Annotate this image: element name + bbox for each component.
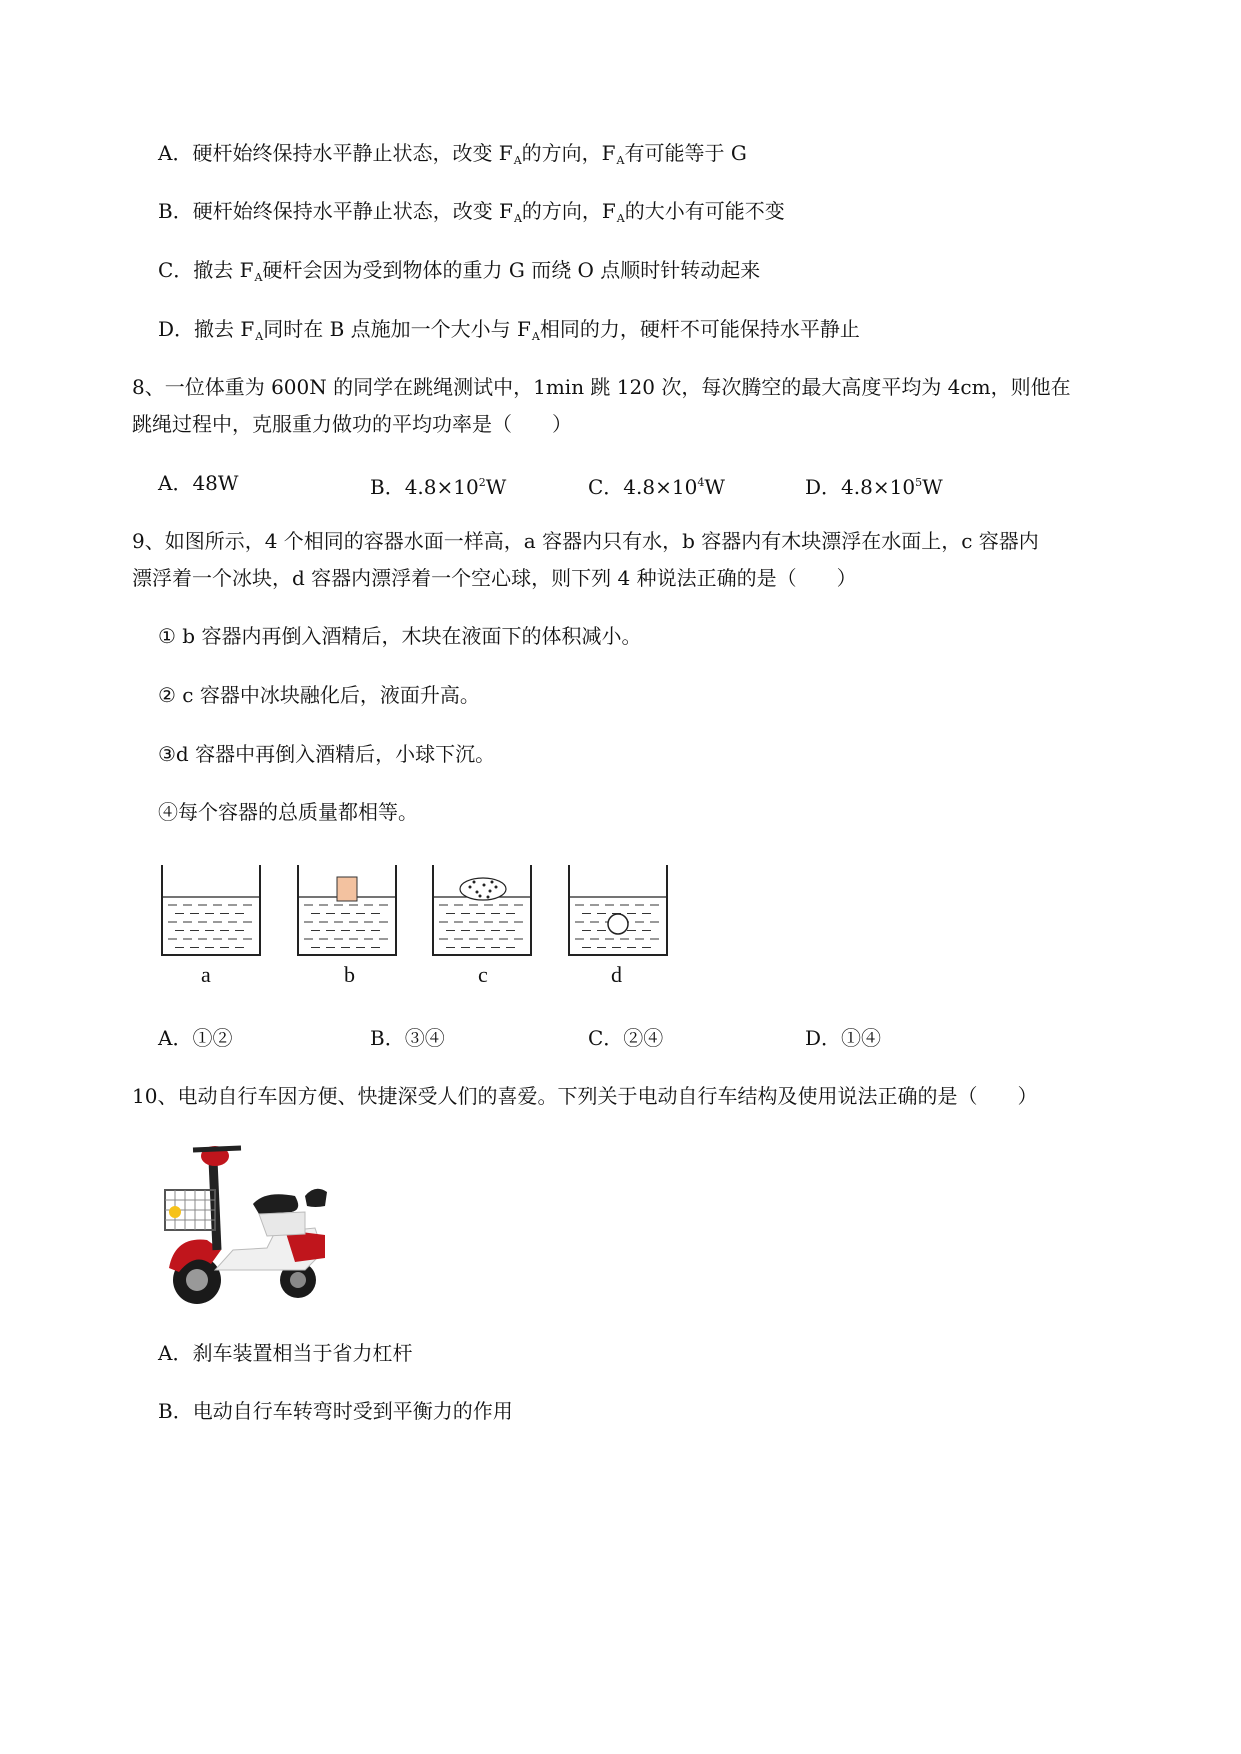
ice-dot (491, 881, 494, 884)
q7-option-d (158, 315, 860, 351)
q7-option-b-sub-2: A (616, 212, 625, 225)
q9-stem-line-1: 9、如图所示，4 个相同的容器水面一样高，a 容器内只有水，b 容器内有木块漂浮在水面上，c 容器内 (132, 529, 1039, 553)
q10-option-b: B．电动自行车转弯时受到平衡力的作用 (158, 1399, 513, 1423)
q9-statement-2: ② c 容器中冰块融化后，液面升高。 (158, 683, 480, 707)
ice-dot (469, 886, 472, 889)
container-d (569, 865, 667, 955)
q7-option-d-text-3: 相同的力，硬杆不可能保持水平静止 (539, 317, 860, 341)
q7-option-c-sub-1: A (254, 271, 263, 284)
q10-stem: 10、电动自行车因方便、快捷深受人们的喜爱。下列关于电动自行车结构及使用说法正确的是（ ） (132, 1084, 1038, 1108)
hollow-ball (608, 914, 628, 934)
q7-option-b (158, 197, 785, 233)
q7-option-a-text-2: 的方向，F (521, 141, 616, 165)
q8-option-d-unit: W (922, 475, 943, 499)
q7-option-c-text-1: C．撤去 F (158, 258, 254, 282)
q7-option-d-sub-1: A (255, 330, 264, 343)
containers-figure (150, 855, 690, 965)
q7-option-a-sub-2: A (616, 154, 625, 167)
q8-option-b-text: B．4.8×10 (370, 475, 479, 499)
container-label-a: a (201, 962, 211, 987)
handlebar (193, 1148, 241, 1150)
q9-statement-4: ④每个容器的总质量都相等。 (158, 800, 418, 824)
ice-dot (489, 890, 492, 893)
q7-option-a-sub-1: A (513, 154, 522, 167)
q7-option-a-text-3: 有可能等于 G (624, 141, 747, 165)
q8-option-c (588, 469, 725, 501)
container-label-d: d (611, 962, 622, 987)
rear-hub (290, 1272, 306, 1288)
q7-option-c-text-2: 硬杆会因为受到物体的重力 G 而绕 O 点顺时针转动起来 (262, 258, 761, 282)
wooden-block (337, 877, 357, 901)
q8-option-b (370, 469, 506, 501)
electric-scooter-image (155, 1140, 335, 1310)
q8-option-c-unit: W (704, 475, 725, 499)
q9-option-b: B．③④ (370, 1026, 445, 1050)
ice-dot (487, 896, 490, 899)
q7-option-d-sub-2: A (531, 330, 540, 343)
ice-dot (479, 895, 482, 898)
q9-option-a: A．①② (158, 1026, 233, 1050)
q9-option-c: C．②④ (588, 1026, 664, 1050)
container-label-c: c (478, 962, 488, 987)
seat (253, 1194, 298, 1214)
ice-dot (483, 884, 486, 887)
q9-option-d: D．①④ (805, 1026, 882, 1050)
q7-option-b-sub-1: A (513, 212, 522, 225)
q7-option-b-text-2: 的方向，F (521, 199, 616, 223)
q7-option-b-text-3: 的大小有可能不变 (624, 199, 785, 223)
container-label-b: b (344, 962, 355, 987)
q7-option-b-text-1: B．硬杆始终保持水平静止状态，改变 F (158, 199, 513, 223)
q7-option-a (158, 139, 747, 175)
q7-option-d-text-1: D．撤去 F (158, 317, 255, 341)
q8-option-c-text: C．4.8×10 (588, 475, 698, 499)
q8-option-d-text: D．4.8×10 (805, 475, 916, 499)
ice-dot (473, 881, 476, 884)
ice-block (460, 878, 506, 900)
q8-option-b-unit: W (485, 475, 507, 499)
q7-option-a-text-1: A．硬杆始终保持水平静止状态，改变 F (158, 141, 513, 165)
backrest (305, 1189, 327, 1207)
q8-option-a: A．48W (158, 471, 239, 495)
ice-dot (495, 886, 498, 889)
ice-dot (476, 891, 479, 894)
container-a (162, 865, 260, 955)
front-hub (186, 1269, 208, 1291)
q8-option-d (805, 469, 943, 501)
basket-flower (169, 1206, 181, 1218)
q9-statement-1: ① b 容器内再倒入酒精后，木块在液面下的体积减小。 (158, 624, 642, 648)
q8-option-c-exp: 4 (697, 476, 705, 489)
q9-stem-line-2: 漂浮着一个冰块，d 容器内漂浮着一个空心球，则下列 4 种说法正确的是（ ） (132, 566, 857, 590)
q8-stem-line-2: 跳绳过程中，克服重力做功的平均功率是（ ） (132, 412, 572, 436)
seat-base (259, 1212, 305, 1236)
q8-option-d-exp: 5 (915, 476, 923, 489)
q7-option-c (158, 256, 760, 292)
q10-option-a: A．刹车装置相当于省力杠杆 (158, 1341, 413, 1365)
q8-stem-line-1: 8、一位体重为 600N 的同学在跳绳测试中，1min 跳 120 次，每次腾空的最大高度平均为 4cm，则他在 (132, 375, 1071, 399)
q9-statement-3: ③d 容器中再倒入酒精后，小球下沉。 (158, 742, 496, 766)
q8-option-b-exp: 2 (478, 476, 486, 489)
q7-option-d-text-2: 同时在 B 点施加一个大小与 F (263, 317, 531, 341)
